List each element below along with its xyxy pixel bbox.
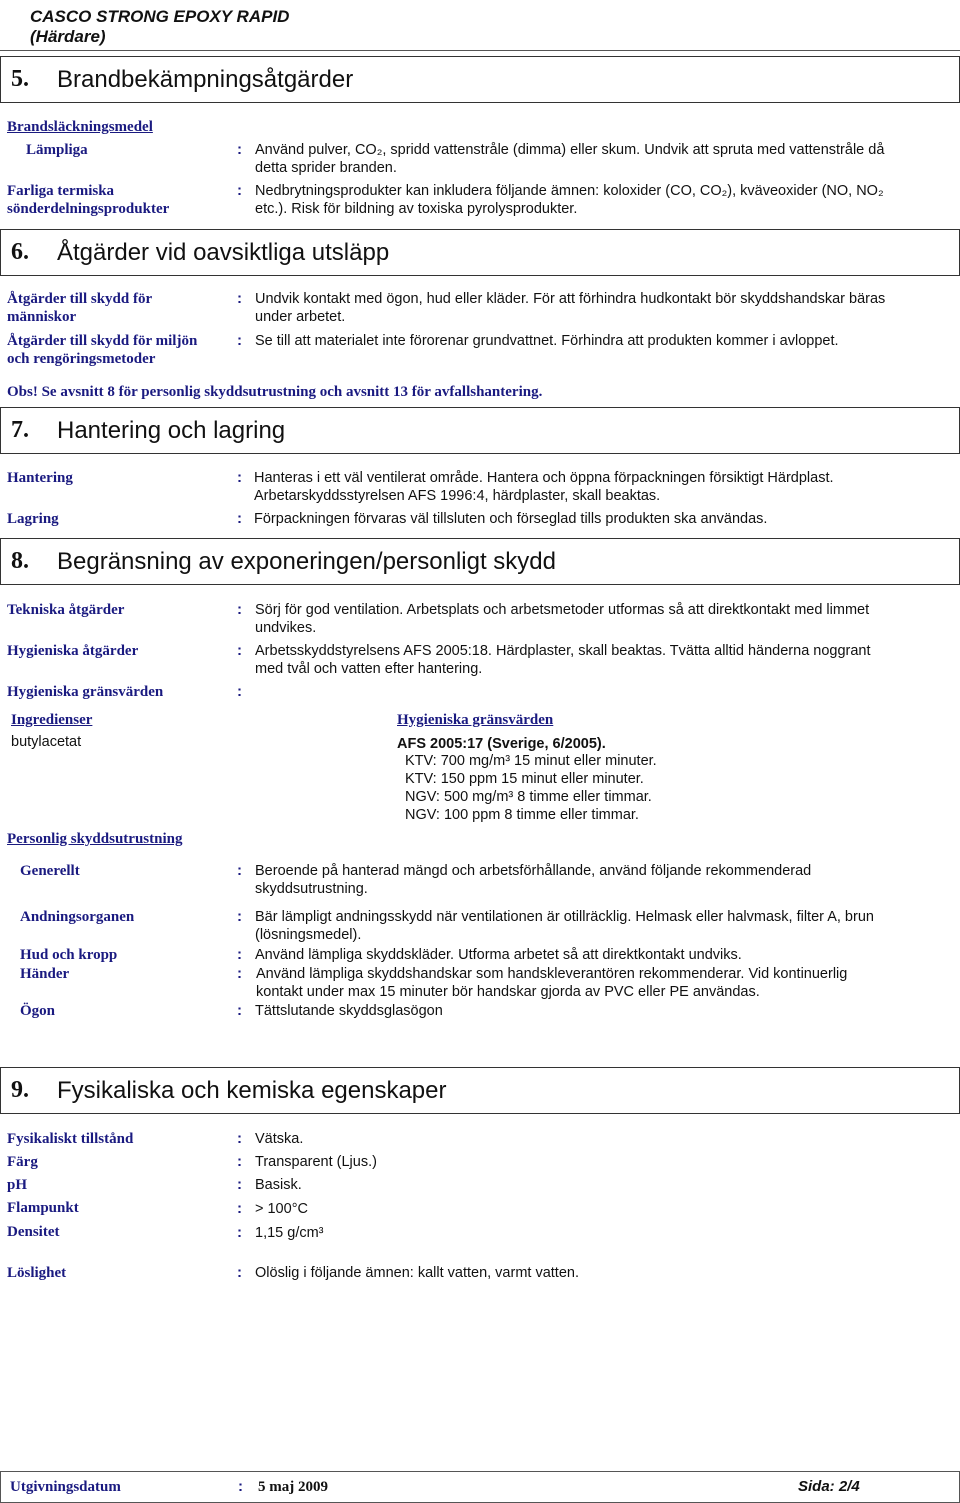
colon: : xyxy=(237,601,242,618)
text-line: Beroende på hanterad mängd och arbetsförhållande, använd följande rekommenderad xyxy=(255,863,812,879)
label-density: Densitet xyxy=(7,1224,60,1240)
colon: : xyxy=(237,1130,242,1147)
value-hands xyxy=(256,965,956,1001)
colon: : xyxy=(237,469,242,486)
label-line: sönderdelningsprodukter xyxy=(7,201,170,217)
section-number: 6. xyxy=(11,239,29,265)
text-line: kontakt under max 15 minuter bör handskar gjorda av PVC eller PE användas. xyxy=(256,984,760,1000)
label-line: Åtgärder till skydd för miljön xyxy=(7,333,198,349)
label-hazardous-decomposition xyxy=(7,182,169,218)
value-hygiene-measures xyxy=(255,642,955,678)
colon: : xyxy=(237,1153,242,1170)
colon: : xyxy=(237,1264,242,1281)
limit-value: NGV: 100 ppm 8 timme eller timmar. xyxy=(405,807,639,823)
ingredient-name: butylacetat xyxy=(11,734,82,750)
text-line: Tättslutande skyddsglasögon xyxy=(255,1003,443,1019)
value-storage xyxy=(254,510,954,528)
label-skin-body: Hud och kropp xyxy=(20,947,118,963)
value-solubility: Olöslig i följande ämnen: kallt vatten, varmt vatten. xyxy=(255,1265,579,1281)
value-handling xyxy=(254,469,954,505)
value-respiratory xyxy=(255,908,955,944)
colon: : xyxy=(237,1200,242,1217)
section-title: Åtgärder vid oavsiktliga utsläpp xyxy=(57,238,390,266)
subheading-ppe: Personlig skyddsutrustning xyxy=(7,831,183,847)
section-number: 9. xyxy=(11,1077,29,1103)
text-line: Förpackningen förvaras väl tillsluten och förseglad tills produkten ska användas. xyxy=(254,511,768,527)
label-storage: Lagring xyxy=(7,511,59,527)
limit-values xyxy=(405,752,657,824)
text-line: Arbetarskyddsstyrelsen AFS 1996:4, härdplaster, skall beaktas. xyxy=(254,488,661,504)
label-eyes: Ögon xyxy=(20,1003,56,1019)
product-name: CASCO STRONG EPOXY RAPID xyxy=(30,7,290,26)
header-divider xyxy=(0,50,960,51)
colon: : xyxy=(237,908,242,925)
limit-regulation: AFS 2005:17 (Sverige, 6/2005). xyxy=(397,736,606,752)
label-line: Åtgärder till skydd för xyxy=(7,291,153,307)
section-7-heading xyxy=(0,407,960,454)
text-line: Använd pulver, CO₂, spridd vattenstråle (dimma) eller skum. Undvik att spruta med vattenstråle då xyxy=(255,142,885,158)
colon: : xyxy=(237,290,242,307)
text-line: Undvik kontakt med ögon, hud eller kläder. För att förhindra hudkontakt bör skyddshandskar bäras xyxy=(255,291,886,307)
section-number: 8. xyxy=(11,548,29,574)
label-handling: Hantering xyxy=(7,470,73,486)
colon: : xyxy=(238,1478,243,1495)
value-skin-body xyxy=(255,946,955,964)
text-line: detta sprider branden. xyxy=(255,160,397,176)
label-ph: pH xyxy=(7,1177,28,1193)
label-hands: Händer xyxy=(20,966,70,982)
colon: : xyxy=(237,141,242,158)
text-line: Använd lämpliga skyddshandskar som handskleverantören rekommenderar. Vid kontinuerlig xyxy=(256,966,848,982)
text-line: Hanteras i ett väl ventilerat område. Hantera och öppna förpackningen försiktigt Härdplast. xyxy=(254,470,834,486)
section-5-heading xyxy=(0,56,960,103)
colon: : xyxy=(237,642,242,659)
value-flash-point: > 100°C xyxy=(255,1201,308,1217)
text-line: Nedbrytningsprodukter kan inkludera följande ämnen: koloxider (CO, CO₂), kväveoxider (NO, NO₂ xyxy=(255,183,884,199)
value-color: Transparent (Ljus.) xyxy=(255,1154,377,1170)
colon: : xyxy=(237,332,242,349)
value-technical-measures xyxy=(255,601,955,637)
note-see-sections: Obs! Se avsnitt 8 för personlig skyddsutrustning och avsnitt 13 för avfallshantering. xyxy=(7,384,543,400)
text-line: Sörj för god ventilation. Arbetsplats och arbetsmetoder utformas så att direktkontakt med limmet xyxy=(255,602,870,618)
text-line: Arbetsskyddstyrelsens AFS 2005:18. Härdplaster, skall beaktas. Tvätta alltid händerna noggrant xyxy=(255,643,871,659)
label-respiratory: Andningsorganen xyxy=(20,909,135,925)
section-title: Fysikaliska och kemiska egenskaper xyxy=(57,1076,447,1104)
label-environmental-precautions xyxy=(7,332,197,368)
label-line: Farliga termiska xyxy=(7,183,115,199)
section-title: Begränsning av exponeringen/personligt skydd xyxy=(57,547,556,575)
value-environmental-precautions xyxy=(255,332,955,350)
label-line: och rengöringsmetoder xyxy=(7,351,156,367)
colon: : xyxy=(237,1002,242,1019)
footer-date-label: Utgivningsdatum xyxy=(10,1479,121,1495)
limit-value: KTV: 700 mg/m³ 15 minut eller minuter. xyxy=(405,753,657,769)
text-line: (lösningsmedel). xyxy=(255,927,362,943)
section-number: 7. xyxy=(11,417,29,443)
value-suitable xyxy=(255,141,955,177)
subheading-extinguishing-media: Brandsläckningsmedel xyxy=(7,119,153,135)
text-line: Bär lämpligt andningsskydd när ventilationen är otillräcklig. Helmask eller halvmask, filter A, brun xyxy=(255,909,874,925)
colon: : xyxy=(237,1224,242,1241)
document-title xyxy=(30,7,289,47)
text-line: etc.). Risk för bildning av toxiska pyrolysprodukter. xyxy=(255,201,578,217)
value-hazardous-decomposition xyxy=(255,182,955,218)
text-line: skyddsutrustning. xyxy=(255,881,368,897)
label-flash-point: Flampunkt xyxy=(7,1200,79,1216)
colon: : xyxy=(237,683,242,700)
limit-value: KTV: 150 ppm 15 minut eller minuter. xyxy=(405,771,644,787)
label-general: Generellt xyxy=(20,863,80,879)
section-9-heading xyxy=(0,1067,960,1114)
label-personal-precautions xyxy=(7,290,152,326)
text-line: under arbetet. xyxy=(255,309,346,325)
colon: : xyxy=(237,862,242,879)
label-suitable: Lämpliga xyxy=(26,142,88,158)
limit-value: NGV: 500 mg/m³ 8 timme eller timmar. xyxy=(405,789,652,805)
product-subname: (Härdare) xyxy=(30,27,106,46)
value-personal-precautions xyxy=(255,290,955,326)
label-solubility: Löslighet xyxy=(7,1265,67,1281)
footer-page-number: Sida: 2/4 xyxy=(798,1478,860,1495)
value-physical-state: Vätska. xyxy=(255,1131,304,1147)
text-line: med tvål och vatten efter hantering. xyxy=(255,661,483,677)
colon: : xyxy=(237,1176,242,1193)
section-number: 5. xyxy=(11,66,29,92)
value-ph: Basisk. xyxy=(255,1177,302,1193)
label-exposure-limits: Hygieniska gränsvärden xyxy=(7,684,164,700)
colon: : xyxy=(237,946,242,963)
label-line: människor xyxy=(7,309,77,325)
label-physical-state: Fysikaliskt tillstånd xyxy=(7,1131,134,1147)
colon: : xyxy=(237,510,242,527)
section-title: Brandbekämpningsåtgärder xyxy=(57,65,354,93)
text-line: undvikes. xyxy=(255,620,317,636)
footer-date-value: 5 maj 2009 xyxy=(258,1479,328,1495)
table-header-ingredients: Ingredienser xyxy=(11,712,93,728)
colon: : xyxy=(237,182,242,199)
value-density: 1,15 g/cm³ xyxy=(255,1225,324,1241)
section-8-heading xyxy=(0,538,960,585)
label-technical-measures: Tekniska åtgärder xyxy=(7,602,125,618)
section-title: Hantering och lagring xyxy=(57,416,286,444)
table-header-exposure-limits: Hygieniska gränsvärden xyxy=(397,712,554,728)
label-hygiene-measures: Hygieniska åtgärder xyxy=(7,643,139,659)
text-line: Använd lämpliga skyddskläder. Utforma arbetet så att direktkontakt undviks. xyxy=(255,947,742,963)
value-general xyxy=(255,862,955,898)
colon: : xyxy=(237,965,242,982)
label-color: Färg xyxy=(7,1154,38,1170)
text-line: Se till att materialet inte förorenar grundvattnet. Förhindra att produkten kommer i avloppet. xyxy=(255,333,839,349)
section-6-heading xyxy=(0,229,960,276)
value-eyes xyxy=(255,1002,955,1020)
